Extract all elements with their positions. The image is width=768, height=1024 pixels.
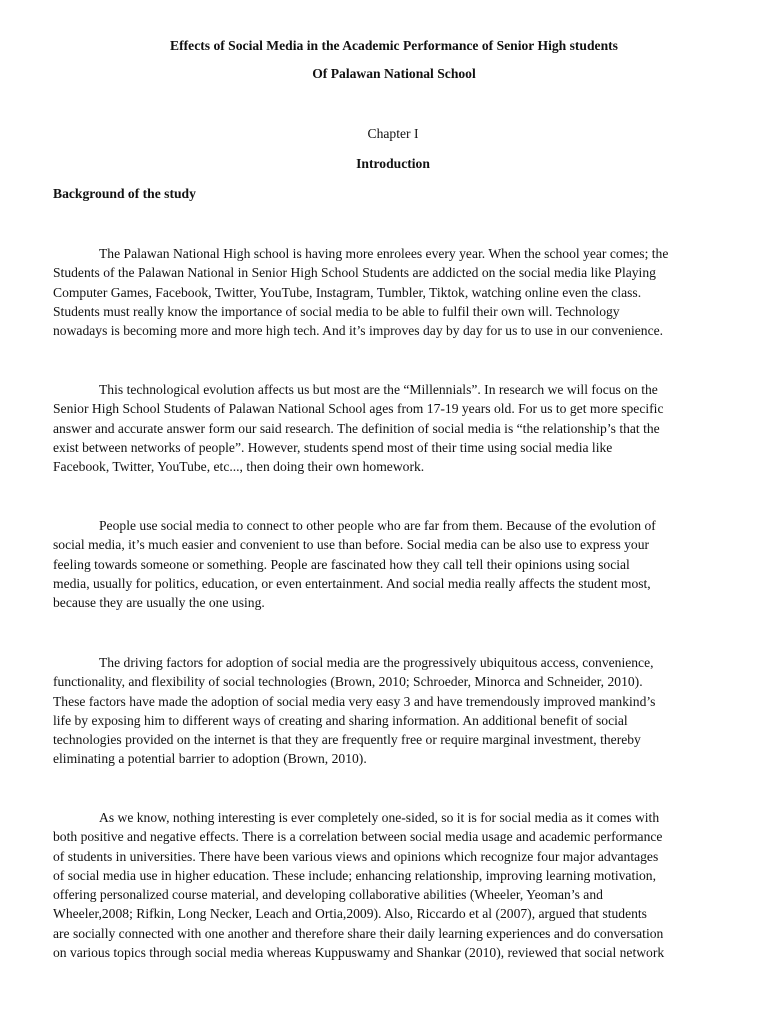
paragraph-line: of social media use in higher education. These include; enhancing relationship, improving learning motivation, — [53, 867, 657, 883]
paragraph-line: of students in universities. There have been various views and opinions which recognize four major advantages — [53, 848, 659, 864]
paragraph-line: exist between networks of people”. However, students spend most of their time using social media like — [53, 439, 613, 455]
paragraph — [53, 380, 733, 476]
paragraph-line: because they are usually the one using. — [53, 595, 265, 611]
paragraph-line: People use social media to connect to other people who are far from them. Because of the evolution of — [99, 518, 656, 533]
paragraph-line: nowadays is becoming more and more high tech. And it’s improves day by day for us to use in our convenience. — [53, 323, 664, 339]
document-title-line1: Effects of Social Media in the Academic Performance of Senior High students — [170, 38, 618, 53]
paragraph-line: Computer Games, Facebook, Twitter, YouTube, Instagram, Tumbler, Tiktok, watching online even the class. — [53, 284, 642, 300]
paragraph-line: are socially connected with one another and therefore share their daily learning experiences and do conversation — [53, 925, 664, 941]
paragraph — [53, 516, 733, 612]
paragraph-line: Wheeler,2008; Rifkin, Long Necker, Leach and Ortia,2009). Also, Riccardo et al (2007), argued that students — [53, 906, 647, 922]
paragraph-line: functionality, and flexibility of social technologies (Brown, 2010; Schroeder, Minorca and Schneider, 2010). — [53, 674, 643, 690]
paragraph-line: on various topics through social media whereas Kuppuswamy and Shankar (2010), reviewed that social network — [53, 945, 665, 961]
section-heading: Background of the study — [53, 186, 196, 201]
paragraph-line: answer and accurate answer form our said research. The definition of social media is “the relationship’s that the — [53, 420, 660, 436]
paragraph-line: technologies provided on the internet is that they are frequently free or require marginal investment, thereby — [53, 732, 641, 748]
paragraph — [53, 808, 733, 962]
paragraph-line: Students of the Palawan National in Senior High School Students are addicted on the social media like Playing — [53, 265, 656, 281]
paragraph-line: life by exposing him to different ways of creating and sharing information. An additional benefit of social — [53, 712, 628, 728]
paragraph-line: Students must really know the importance of social media to be able to fulfil their own will. Technology — [53, 303, 620, 319]
paragraph — [53, 653, 733, 769]
paragraph-line: social media, it’s much easier and convenient to use than before. Social media can be also use to express your — [53, 537, 650, 553]
paragraph-line: offering personalized course material, and developing collaborative abilities (Wheeler, Yeoman’s and — [53, 887, 603, 903]
paragraph-line: feeling towards someone or something. People are fascinated how they call tell their opinions using social — [53, 556, 630, 572]
paragraph-line: This technological evolution affects us but most are the “Millennials”. In research we will focus on the — [99, 382, 658, 397]
chapter-label: Chapter I — [367, 126, 419, 141]
paragraph-line: media, usually for politics, education, or even entertainment. And social media really affects the student most, — [53, 575, 651, 591]
chapter-title: Introduction — [356, 156, 430, 171]
document-title-line2: Of Palawan National School — [312, 66, 476, 81]
paragraph-line: The driving factors for adoption of social media are the progressively ubiquitous access, convenience, — [99, 655, 654, 670]
paragraph — [53, 244, 733, 340]
paragraph-line: The Palawan National High school is having more enrolees every year. When the school year comes; the — [99, 246, 669, 261]
paragraph-line: both positive and negative effects. There is a correlation between social media usage and academic performance — [53, 829, 663, 845]
paragraph-line: Facebook, Twitter, YouTube, etc..., then doing their own homework. — [53, 459, 425, 475]
paragraph-line: Senior High School Students of Palawan National School ages from 17-19 years old. For us to get more specific — [53, 401, 664, 417]
paragraph-line: These factors have made the adoption of social media very easy 3 and have tremendously improved mankind’s — [53, 693, 656, 709]
paragraph-line: eliminating a potential barrier to adoption (Brown, 2010). — [53, 751, 367, 767]
paragraph-line: As we know, nothing interesting is ever completely one-sided, so it is for social media as it comes with — [99, 810, 660, 825]
